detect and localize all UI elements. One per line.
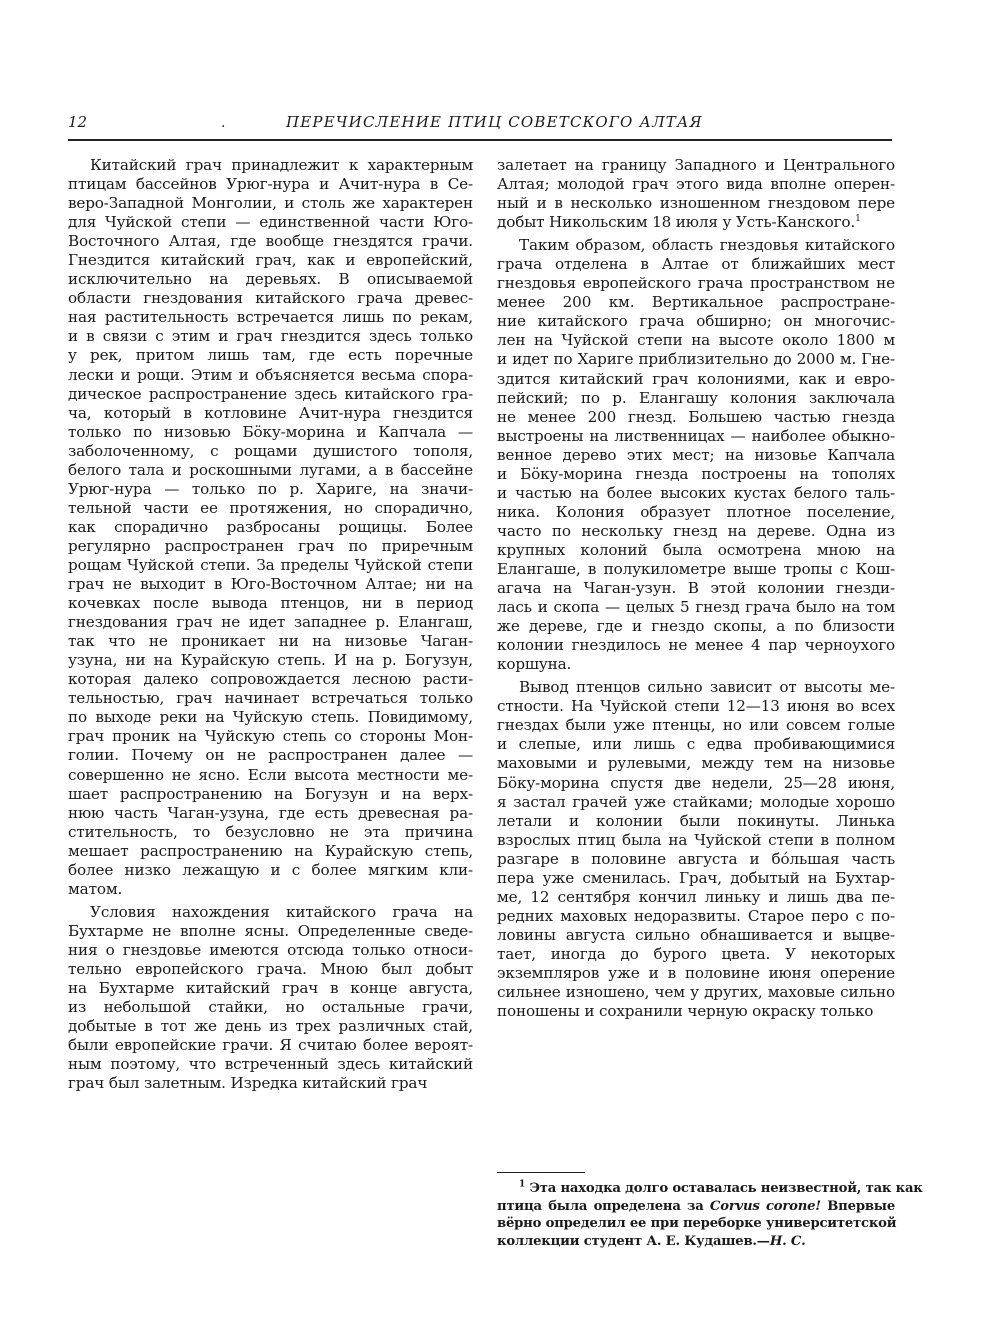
paragraph [497,236,895,674]
text-line: области гнездования китайского грача древес- [68,289,473,308]
text-line: тельно европейского грача. Мною был добыт [68,959,473,978]
text-line: ный и в несколько изношенном гнездовом пере [497,194,895,213]
text-line: заболоченному, с рощами душистого тополя, [68,441,473,460]
text-line: агача на Чаган-узун. В этой колонии гнезди- [497,579,895,598]
text-line: Китайский грач принадлежит к характерным [90,156,473,174]
running-title: ПЕРЕЧИСЛЕНИЕ ПТИЦ СОВЕТСКОГО АЛТАЯ [286,113,703,131]
text-line: Елангаше, в полукилометре выше тропы с Кош- [497,559,895,578]
text-line: грач был залетным. Изредка китайский грач [68,1074,428,1093]
right-column [497,156,895,1021]
text-line: ча, который в котловине Ачит-нура гнездится [68,403,473,422]
text-line: на Бухтарме китайский грач в конце августа, [68,979,473,998]
text-line: я застал грачей уже стайками; молодые хорошо [497,792,895,811]
text-line: более низко лежащую и с более мягким кли- [68,860,473,879]
text-line: веро-Западной Монголии, и столь же характерен [68,194,473,213]
text-line: для Чуйской степи — единственной части Юго- [68,213,473,232]
text-line: из небольшой стайки, но остальные грачи, [68,998,473,1017]
text-line: лась и скопа — целых 5 гнезд грача было на том [497,598,895,617]
text-line: не менее 200 гнезд. Большею частью гнезда [497,407,895,426]
page-number: 12 [68,113,88,131]
text-line: часто по нескольку гнезд на дереве. Одна из [497,521,895,540]
text-line: здится китайский грач колониями, как и евро- [497,369,895,388]
text-line: пейский; по р. Елангашу колония заключала [497,388,895,407]
text-line: ловины августа сильно обнашивается и выцве- [497,925,895,944]
text-line: экземпляров уже и в половине июня оперение [497,963,895,982]
text-line: гнездования грач не идет западнее р. Елангаш, [68,613,473,632]
text-line: гнездах были уже птенцы, но или совсем голые [497,716,895,735]
footnote-line: коллекции студент А. Е. Кудашев.—Н. С. [497,1233,806,1249]
text-line: взрослых птиц была на Чуйской степи в полном [497,830,895,849]
text-line: Бöку-морина спустя две недели, 25—28 июня, [497,773,895,792]
text-line: тельной части ее протяжения, но спорадично, [68,498,473,517]
text-line: голии. Почему он не распространен далее — [68,746,473,765]
left-column [68,156,473,1093]
text-line: маховыми и рулевыми, между тем на низовье [497,754,895,773]
author-initials: Н. С. [769,1233,806,1249]
text-line: которая далеко сопровождается лесною расти- [68,670,473,689]
text-line: разгаре в половине августа и бóльшая часть [497,849,895,868]
text-line: лен на Чуйской степи на высоте около 1800 м [497,331,895,350]
paragraph [68,903,473,1093]
text-line: поношены и сохранили черную окраску только [497,1002,874,1021]
text-line: Вывод птенцов сильно зависит от высоты ме- [519,678,895,697]
text-line: грач проник на Чуйскую степь со стороны Мон- [68,727,473,746]
text-line: же дереве, где и гнездо скопы, а по близости [497,617,895,636]
text-line: нюю часть Чаган-узуна, где есть древесная ра- [68,803,473,822]
text-line: птицам бассейнов Урюг-нура и Ачит-нура в Се- [68,175,473,194]
text-line: тает, иногда до бурого цвета. У некоторых [497,944,895,963]
text-line: менее 200 км. Вертикальное распростране- [497,293,895,312]
text-line: тельностью, грач начинает встречаться только [68,689,473,708]
text-line: совершенно не ясно. Если высота местности ме- [68,765,473,784]
text-line: исключительно на деревьях. В описываемой [68,270,473,289]
text-line: колонии гнездилось не менее 4 пар черноухого [497,636,895,655]
text-line: кочевках после вывода птенцов, ни в период [68,594,473,613]
text-line: Гнездится китайский грач, как и европейский, [68,251,473,270]
text-line: венное дерево этих мест; на низовье Капчала [497,445,895,464]
text-line: и идет по Хариге приблизительно до 2000 м. Гне- [497,350,895,369]
text-line: пера уже сменилась. Грач, добытый на Бухтар- [497,868,895,887]
text-line: летали и колонии были покинуты. Линька [497,811,895,830]
text-line: ника. Колония образует плотное поселение, [497,502,895,521]
page-header [68,113,892,141]
text-line: грача отделена в Алтае от ближайших мест [497,255,895,274]
text-line: редних маховых недоразвиты. Старое перо с по- [497,906,895,925]
text-line: Алтая; молодой грач этого вида вполне оперен- [497,175,895,194]
text-line: Условия нахождения китайского грача на [90,902,473,921]
text-line: крупных колоний была осмотрена мною на [497,540,895,559]
text-line: добыт Никольским 18 июля у Усть-Канского.$^1$ [497,213,861,232]
species-name: Corvus corone! [709,1198,821,1214]
text-line: коршуна. [497,655,572,674]
footnote-line: вёрно определил ее при переборке университетской [497,1216,897,1231]
text-line: ным поэтому, что встреченный здесь китайский [68,1055,473,1074]
text-line: залетает на границу Западного и Центрального [497,156,895,174]
stray-dot: . [221,115,226,131]
text-line: сильнее изношено, чем у других, маховые сильно [497,983,895,1002]
text-line: стности. На Чуйской степи 12—13 июня во всех [497,697,895,716]
text-line: мешает распространению на Курайскую степь, [68,841,473,860]
text-line: выстроены на лиственницах — наиболее обыкно- [497,426,895,445]
text-line: Таким образом, область гнездовья китайского [519,236,895,255]
footnote-ref[interactable]: 1 [855,214,861,225]
text-line: по выходе реки на Чуйскую степь. Повидимому, [68,708,473,727]
text-line: и частью на более высоких кустах белого таль- [497,483,895,502]
paragraph [68,156,473,899]
text-line: стительность, то безусловно не эта причина [68,822,473,841]
text-line: дическое распространение здесь китайского гра- [68,384,473,403]
text-line: ние китайского грача обширно; он многочис- [497,312,895,331]
footnote [497,1179,923,1250]
text-line: и слепые, или лишь с едва пробивающимися [497,735,895,754]
text-line: регулярно распространен грач по приречным [68,536,473,555]
text-line: матом. [68,879,123,898]
paragraph [497,678,895,1021]
text-line: как спорадично разбросаны рощицы. Более [68,517,473,536]
footnote-divider [497,1172,585,1173]
text-line: добытые в тот же день из трех различных стай, [68,1017,473,1036]
text-line: шает распространению на Богузун и на верх- [68,784,473,803]
text-line: ния о гнездовье имеются отсюда только относи- [68,940,473,959]
text-line: грач не выходит в Юго-Восточном Алтае; ни на [68,575,473,594]
text-line: ная растительность встречается лишь по рекам, [68,308,473,327]
footnote-marker: 1 [519,1179,526,1190]
paragraph [497,156,895,232]
text-line: белого тала и роскошными лугами, а в бассейне [68,460,473,479]
text-line: Восточного Алтая, где вообще гнездятся грачи. [68,232,473,251]
text-line: ме, 12 сентября кончил линьку и лишь два пе- [497,887,895,906]
text-line: так что не проникает ни на низовье Чаган- [68,632,473,651]
text-line: и Бöку-морина гнезда построены на тополях [497,464,895,483]
text-line: только по низовью Бöку-морина и Капчала — [68,422,473,441]
text-line: у рек, притом лишь там, где есть поречные [68,346,473,365]
footnote-line: $^1$ Эта находка долго оставалась неизвестной, так как [519,1179,923,1196]
text-line: узуна, ни на Курайскую степь. И на р. Богузун, [68,651,473,670]
text-line: Бухтарме не вполне ясны. Определенные сведе- [68,921,473,940]
text-line: лески и рощи. Этим и объясняется весьма спора- [68,365,473,384]
text-line: были европейские грачи. Я считаю более вероят- [68,1036,473,1055]
footnote-line: птица была определена за Corvus corone! Впервые [497,1198,896,1214]
text-line: гнездовья европейского грача пространством не [497,274,895,293]
text-line: рощам Чуйской степи. За пределы Чуйской степи [68,555,473,574]
text-line: и в связи с этим и грач гнездится здесь только [68,327,473,346]
text-line: Урюг-нура — только по р. Хариге, на значи- [68,479,473,498]
